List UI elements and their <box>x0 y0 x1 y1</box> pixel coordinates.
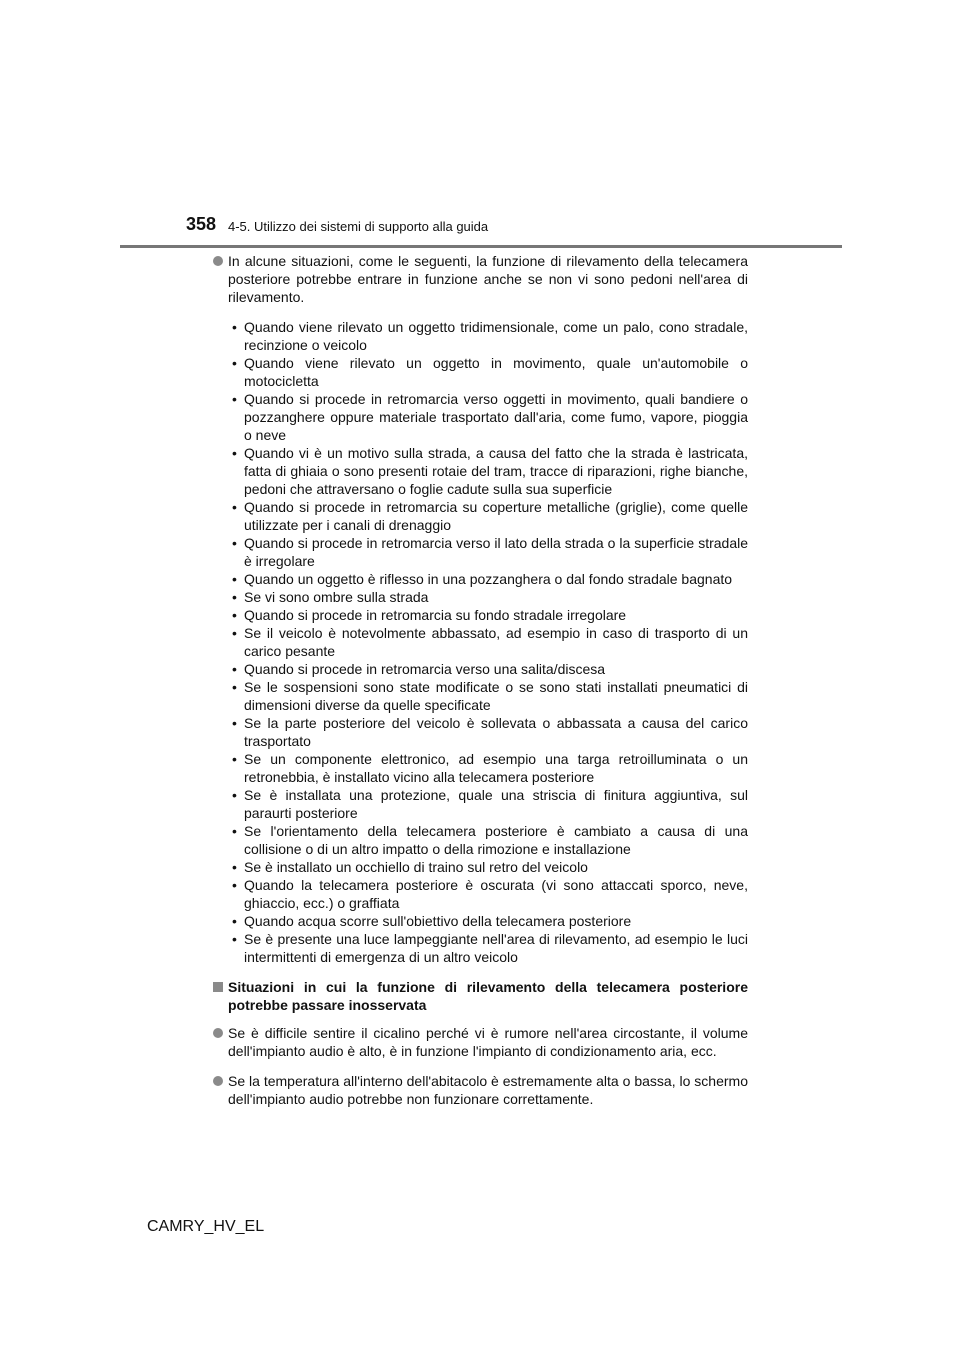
list-item <box>228 660 748 678</box>
list-item <box>228 930 748 966</box>
list-item <box>228 444 748 498</box>
bullet-mark: • <box>232 445 237 461</box>
final-bullet-text: Se la temperatura all'interno dell'abitacolo è estremamente alta o bassa, lo schermo dell'impianto audio potrebbe non funzionare correttamente. <box>228 1073 748 1107</box>
list-item <box>228 318 748 354</box>
bullet-mark: • <box>232 391 237 407</box>
list-item-text: Quando vi è un motivo sulla strada, a causa del fatto che la strada è lastricata, fatta di ghiaia o sono presenti rotaie del tram, tracce di riparazioni, righe bianche, pedoni che attraversano o foglie cadute sulla sua superficie <box>244 445 748 497</box>
bullet-mark: • <box>232 319 237 335</box>
intro-bullet <box>212 252 748 306</box>
list-item-text: Quando viene rilevato un oggetto tridimensionale, come un palo, cono stradale, recinzione o veicolo <box>244 319 748 353</box>
bullet-mark: • <box>232 607 237 623</box>
situations-list <box>212 318 748 966</box>
list-item <box>228 678 748 714</box>
bullet-mark: • <box>232 913 237 929</box>
intro-text: In alcune situazioni, come le seguenti, la funzione di rilevamento della telecamera posteriore potrebbe entrare in funzione anche se non vi sono pedoni nell'area di rilevamento. <box>228 253 748 305</box>
list-item-text: Se la parte posteriore del veicolo è sollevata o abbassata a causa del carico trasportato <box>244 715 748 749</box>
list-item <box>228 354 748 390</box>
main-content <box>212 252 748 1120</box>
bullet-mark: • <box>232 787 237 803</box>
list-item-text: Se è presente una luce lampeggiante nell'area di rilevamento, ad esempio le luci intermittenti di emergenza di un altro veicolo <box>244 931 748 965</box>
list-item-text: Se il veicolo è notevolmente abbassato, ad esempio in caso di trasporto di un carico pesante <box>244 625 748 659</box>
circle-bullet-icon <box>213 256 223 266</box>
page-number: 358 <box>186 214 217 234</box>
list-item <box>228 714 748 750</box>
list-item <box>228 390 748 444</box>
list-item-text: Se un componente elettronico, ad esempio una targa retroilluminata o un retronebbia, è installato vicino alla telecamera posteriore <box>244 751 748 785</box>
bullet-mark: • <box>232 589 237 605</box>
circle-bullet-icon <box>213 1028 223 1038</box>
list-item-text: Se le sospensioni sono state modificate o se sono stati installati pneumatici di dimensioni diverse da quelle specificate <box>244 679 748 713</box>
list-item <box>228 876 748 912</box>
circle-bullet-icon <box>213 1076 223 1086</box>
list-item <box>228 498 748 534</box>
bullet-mark: • <box>232 625 237 641</box>
section-heading-text: Situazioni in cui la funzione di rilevamento della telecamera posteriore potrebbe passare inosservata <box>228 979 748 1013</box>
bullet-mark: • <box>232 715 237 731</box>
bullet-mark: • <box>232 571 237 587</box>
list-item <box>228 624 748 660</box>
list-item-text: Quando acqua scorre sull'obiettivo della telecamera posteriore <box>244 913 632 929</box>
list-item-text: Se vi sono ombre sulla strada <box>244 589 429 605</box>
bullet-mark: • <box>232 355 237 371</box>
list-item <box>228 570 748 588</box>
list-item-text: Quando un oggetto è riflesso in una pozzanghera o dal fondo stradale bagnato <box>244 571 733 587</box>
bullet-mark: • <box>232 661 237 677</box>
list-item <box>228 912 748 930</box>
section-title: 4-5. Utilizzo dei sistemi di supporto alla guida <box>228 219 489 234</box>
square-bullet-icon <box>213 982 223 992</box>
list-item <box>228 786 748 822</box>
bullet-mark: • <box>232 823 237 839</box>
list-item-text: Quando viene rilevato un oggetto in movimento, quale un'automobile o motocicletta <box>244 355 748 389</box>
list-item-text: Se è installato un occhiello di traino sul retro del veicolo <box>244 859 588 875</box>
bullet-mark: • <box>232 931 237 947</box>
list-item-text: Quando si procede in retromarcia su coperture metalliche (griglie), come quelle utilizzate per i canali di drenaggio <box>244 499 748 533</box>
list-item <box>228 750 748 786</box>
final-bullet <box>212 1024 748 1060</box>
header-rule <box>120 245 842 248</box>
final-bullet <box>212 1072 748 1108</box>
section-heading <box>212 978 748 1014</box>
list-item <box>228 606 748 624</box>
bullet-mark: • <box>232 499 237 515</box>
list-item-text: Quando si procede in retromarcia verso il lato della strada o la superficie stradale è irregolare <box>244 535 748 569</box>
list-item <box>228 588 748 606</box>
list-item <box>228 822 748 858</box>
final-bullet-text: Se è difficile sentire il cicalino perché vi è rumore nell'area circostante, il volume dell'impianto audio è alto, è in funzione l'impianto di condizionamento aria, ecc. <box>228 1025 748 1059</box>
list-item-text: Quando la telecamera posteriore è oscurata (vi sono attaccati sporco, neve, ghiaccio, ecc.) o graffiata <box>244 877 748 911</box>
bullet-mark: • <box>232 679 237 695</box>
list-item-text: Se è installata una protezione, quale una striscia di finitura aggiuntiva, sul paraurti posteriore <box>244 787 748 821</box>
list-item <box>228 858 748 876</box>
bullet-mark: • <box>232 859 237 875</box>
list-item <box>228 534 748 570</box>
list-item-text: Quando si procede in retromarcia verso una salita/discesa <box>244 661 606 677</box>
list-item-text: Se l'orientamento della telecamera posteriore è cambiato a causa di una collisione o di un altro impatto o della rimozione e installazione <box>244 823 748 857</box>
bullet-mark: • <box>232 751 237 767</box>
bullet-mark: • <box>232 535 237 551</box>
list-item-text: Quando si procede in retromarcia su fondo stradale irregolare <box>244 607 627 623</box>
bullet-mark: • <box>232 877 237 893</box>
list-item-text: Quando si procede in retromarcia verso oggetti in movimento, quali bandiere o pozzanghere oppure materiale trasportato dall'aria, come fumo, vapore, pioggia o neve <box>244 391 748 443</box>
footer-model-code: CAMRY_HV_EL <box>147 1218 265 1235</box>
